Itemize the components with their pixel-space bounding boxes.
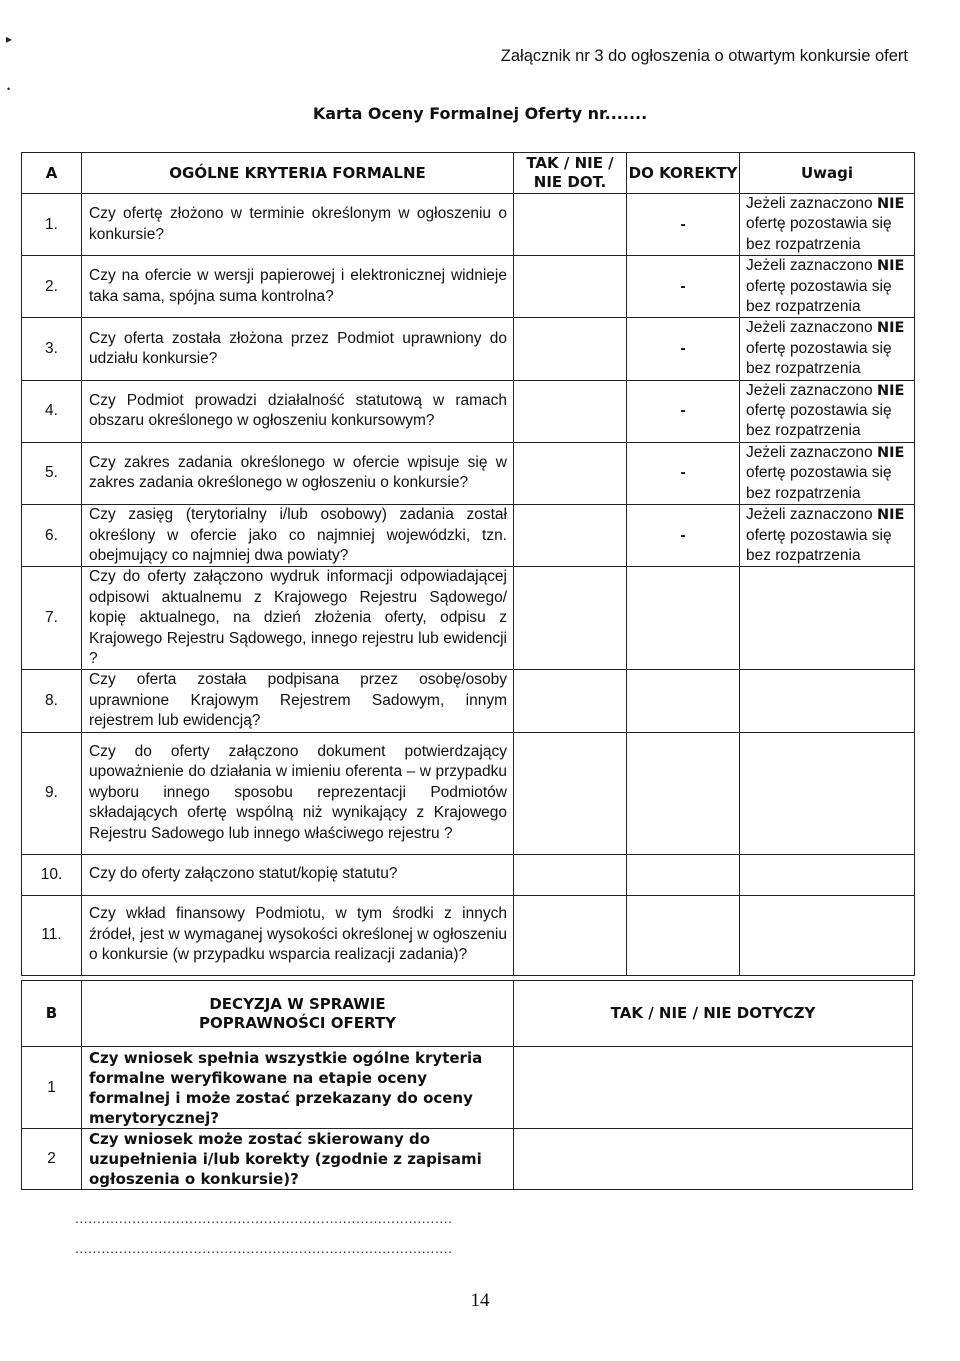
remark-cell [740, 380, 915, 442]
remarks-header: Uwagi [740, 153, 915, 194]
remark-suffix: ofertę pozostawia się bez rozpatrzenia [746, 526, 892, 564]
remark-cell [740, 194, 915, 256]
correction-cell[interactable] [627, 567, 740, 670]
remark-cell [740, 567, 915, 670]
row-number: 8. [22, 670, 82, 732]
criteria-row [22, 670, 915, 732]
row-number: 4. [22, 380, 82, 442]
answer-cell[interactable] [514, 194, 627, 256]
answer-cell[interactable] [514, 380, 627, 442]
remark-suffix: ofertę pozostawia się bez rozpatrzenia [746, 464, 892, 502]
correction-cell[interactable]: - [627, 318, 740, 380]
decision-answer-header: TAK / NIE / NIE DOTYCZY [514, 981, 913, 1047]
remark-cell [740, 732, 915, 854]
criterion-question: Czy do oferty załączono wydruk informacji odpowiadającej odpisowi aktualnemu z Krajowego Rejestru Sądowego/ kopię aktualnego, na dzień złożenia oferty, odpisu z Krajowego Rejestru Sądowego, innego rejestru lub ewidencji ? [82, 567, 514, 670]
criteria-row [22, 895, 915, 975]
table-b-header-row [22, 981, 913, 1047]
remark-suffix: ofertę pozostawia się bez rozpatrzenia [746, 215, 892, 253]
decision-question: Czy wniosek spełnia wszystkie ogólne kryteria formalne weryfikowane na etapie oceny formalnej i może zostać przekazany do oceny merytorycznej? [82, 1047, 514, 1129]
remark-no-flag: NIE [876, 320, 905, 337]
scan-mark-top: ▸ [6, 32, 13, 46]
correction-cell[interactable]: - [627, 256, 740, 318]
correction-cell[interactable] [627, 670, 740, 732]
row-number: 1 [22, 1047, 82, 1129]
decision-answer-cell[interactable] [514, 1047, 913, 1129]
remark-prefix: Jeżeli zaznaczono [746, 257, 873, 275]
remark-prefix: Jeżeli zaznaczono [746, 381, 873, 399]
correction-cell[interactable] [627, 854, 740, 895]
answer-cell[interactable] [514, 256, 627, 318]
row-number: 2. [22, 256, 82, 318]
answer-cell[interactable] [514, 567, 627, 670]
criteria-row [22, 380, 915, 442]
criterion-question: Czy do oferty załączono statut/kopię statutu? [82, 854, 514, 895]
row-number: 10. [22, 854, 82, 895]
remark-cell [740, 318, 915, 380]
table-a-header-row [22, 153, 915, 194]
correction-cell[interactable]: - [627, 194, 740, 256]
criterion-question: Czy oferta została złożona przez Podmiot uprawniony do udziału konkursie? [82, 318, 514, 380]
row-number: 5. [22, 442, 82, 504]
criterion-question: Czy do oferty załączono dokument potwierdzający upoważnienie do działania w imieniu oferenta – w przypadku wyboru innego sposobu reprezentacji Podmiotów składających ofertę wspólną niż wynikający z Krajowego Rejestru Sadowego lub innego właściwego rejestru ? [82, 732, 514, 854]
remark-cell [740, 854, 915, 895]
criterion-question: Czy na ofercie w wersji papierowej i elektronicznej widnieje taka sama, spójna suma kontrolna? [82, 256, 514, 318]
remark-prefix: Jeżeli zaznaczono [746, 506, 873, 524]
criterion-question: Czy zakres zadania określonego w ofercie wpisuje się w zakres zadania określonego w ogłoszeniu o konkursie? [82, 442, 514, 504]
row-number: 7. [22, 567, 82, 670]
answer-cell[interactable] [514, 854, 627, 895]
decision-answer-cell[interactable] [514, 1129, 913, 1190]
answer-cell[interactable] [514, 895, 627, 975]
decision-row [22, 1129, 913, 1190]
correction-cell[interactable] [627, 895, 740, 975]
remark-no-flag: NIE [876, 196, 905, 212]
criteria-row [22, 567, 915, 670]
correction-header: DO KOREKTY [627, 153, 740, 194]
remark-suffix: ofertę pozostawia się bez rozpatrzenia [746, 339, 892, 378]
criterion-question: Czy wkład finansowy Podmiotu, w tym środki z innych źródeł, jest w wymaganej wysokości określonej w ogłoszeniu o konkursie (w przypadku wsparcia realizacji zadania)? [82, 895, 514, 975]
signature-line: ...................................................................................... [75, 1210, 453, 1226]
criteria-row [22, 318, 915, 380]
answer-header: TAK / NIE / NIE DOT. [514, 153, 627, 194]
decision-question: Czy wniosek może zostać skierowany do uzupełnienia i/lub korekty (zgodnie z zapisami ogłoszenia o konkursie)? [82, 1129, 514, 1190]
remark-prefix: Jeżeli zaznaczono [746, 319, 873, 337]
criteria-row [22, 732, 915, 854]
row-number: 2 [22, 1129, 82, 1190]
remark-cell [740, 256, 915, 318]
answer-cell[interactable] [514, 318, 627, 380]
correction-cell[interactable]: - [627, 380, 740, 442]
criteria-row [22, 854, 915, 895]
correction-cell[interactable] [627, 732, 740, 854]
correction-cell[interactable]: - [627, 505, 740, 567]
decision-table [21, 980, 913, 1190]
criterion-question: Czy ofertę złożono w terminie określonym w ogłoszeniu o konkursie? [82, 194, 514, 256]
document-title: Karta Oceny Formalnej Oferty nr....... [312, 104, 648, 123]
answer-cell[interactable] [514, 442, 627, 504]
remark-no-flag: NIE [876, 382, 905, 399]
answer-cell[interactable] [514, 732, 627, 854]
remark-prefix: Jeżeli zaznaczono [746, 195, 873, 212]
formal-criteria-table [21, 152, 915, 976]
criteria-header: OGÓLNE KRYTERIA FORMALNE [82, 153, 514, 194]
correction-cell[interactable]: - [627, 442, 740, 504]
criteria-row [22, 505, 915, 567]
criterion-question: Czy oferta została podpisana przez osobę/osoby uprawnione Krajowym Rejestrem Sadowym, innym rejestrem lub ewidencją? [82, 670, 514, 732]
criteria-row [22, 256, 915, 318]
criteria-row [22, 194, 915, 256]
page-number: 14 [470, 1290, 490, 1311]
remark-cell [740, 895, 915, 975]
criterion-question: Czy zasięg (terytorialny i/lub osobowy) zadania został określony w ofercie jako co najmniej wojewódzki, tzn. obejmujący co najmniej dwa powiaty? [82, 505, 514, 567]
section-a-letter: A [22, 153, 82, 194]
remark-suffix: ofertę pozostawia się bez rozpatrzenia [746, 277, 892, 316]
remark-cell [740, 505, 915, 567]
criterion-question: Czy Podmiot prowadzi działalność statutową w ramach obszaru określonego w ogłoszeniu konkursowym? [82, 380, 514, 442]
row-number: 6. [22, 505, 82, 567]
remark-no-flag: NIE [876, 444, 905, 461]
decision-row [22, 1047, 913, 1129]
row-number: 3. [22, 318, 82, 380]
attachment-note: Załącznik nr 3 do ogłoszenia o otwartym konkursie ofert [500, 47, 908, 65]
answer-cell[interactable] [514, 670, 627, 732]
section-b-letter: B [22, 981, 82, 1047]
row-number: 11. [22, 895, 82, 975]
decision-header: DECYZJA W SPRAWIE POPRAWNOŚCI OFERTY [82, 981, 514, 1047]
remark-cell [740, 670, 915, 732]
row-number: 1. [22, 194, 82, 256]
remark-no-flag: NIE [876, 507, 905, 524]
remark-prefix: Jeżeli zaznaczono [746, 443, 873, 461]
signature-line: ...................................................................................... [75, 1240, 453, 1256]
answer-cell[interactable] [514, 505, 627, 567]
scan-mark-dot: • [7, 84, 11, 94]
remark-suffix: ofertę pozostawia się bez rozpatrzenia [746, 402, 892, 440]
remark-no-flag: NIE [876, 258, 905, 275]
row-number: 9. [22, 732, 82, 854]
criteria-row [22, 442, 915, 504]
remark-cell [740, 442, 915, 504]
